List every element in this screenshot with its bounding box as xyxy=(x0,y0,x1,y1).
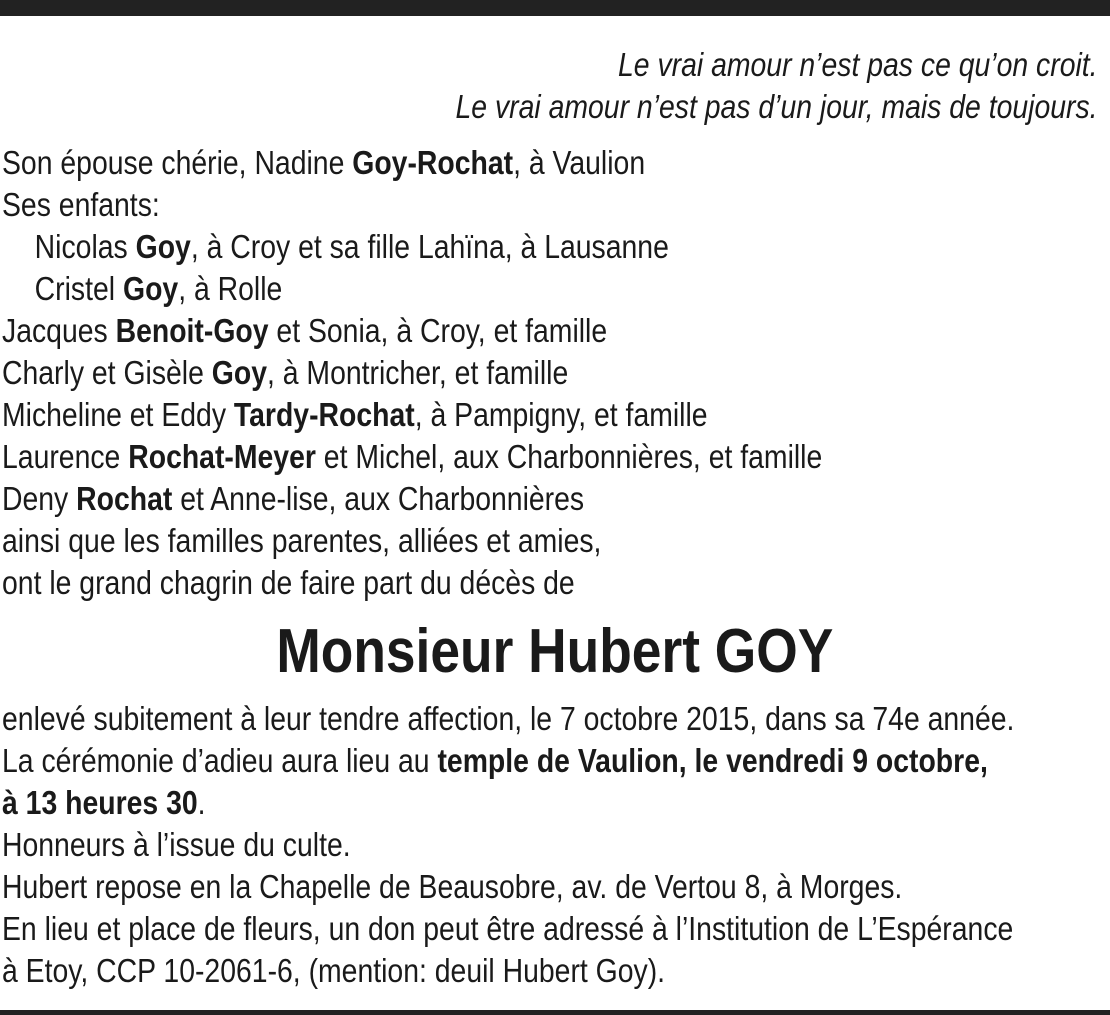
bottom-rule xyxy=(0,1010,1110,1015)
announcement-details xyxy=(2,698,1014,992)
quote-line-2: Le vrai amour n’est pas d’un jour, mais de toujours. xyxy=(455,88,1098,125)
detail-line: Honneurs à l’issue du culte. xyxy=(2,826,351,863)
deceased-name-heading: Monsieur Hubert GOY xyxy=(276,617,834,686)
family-line: Micheline et Eddy Tardy-Rochat, à Pampigny, et famille xyxy=(2,396,708,433)
detail-line: Hubert repose en la Chapelle de Beausobre, av. de Vertou 8, à Morges. xyxy=(2,868,903,905)
detail-line: à Etoy, CCP 10-2061-6, (mention: deuil Hubert Goy). xyxy=(2,952,666,989)
family-line: Laurence Rochat-Meyer et Michel, aux Charbonnières, et famille xyxy=(2,438,823,475)
top-rule xyxy=(0,0,1110,16)
family-line: Deny Rochat et Anne-lise, aux Charbonnières xyxy=(2,480,585,517)
family-line: Ses enfants: xyxy=(2,186,160,223)
family-list xyxy=(2,142,822,604)
detail-line: à 13 heures 30. xyxy=(2,784,206,821)
quote-line-1: Le vrai amour n’est pas ce qu’on croit. xyxy=(618,46,1098,83)
family-line: Nicolas Goy, à Croy et sa fille Lahïna, à Lausanne xyxy=(34,228,669,265)
family-line: Son épouse chérie, Nadine Goy-Rochat, à Vaulion xyxy=(2,144,646,181)
family-line: ont le grand chagrin de faire part du décès de xyxy=(2,564,575,601)
family-line: ainsi que les familles parentes, alliées et amies, xyxy=(2,522,602,559)
detail-line: La cérémonie d’adieu aura lieu au temple de Vaulion, le vendredi 9 octobre, xyxy=(2,742,988,779)
family-line: Charly et Gisèle Goy, à Montricher, et famille xyxy=(2,354,569,391)
detail-line: enlevé subitement à leur tendre affection, le 7 octobre 2015, dans sa 74e année. xyxy=(2,700,1015,737)
family-line: Cristel Goy, à Rolle xyxy=(34,270,283,307)
epigraph-quote xyxy=(456,44,1098,128)
family-line: Jacques Benoit-Goy et Sonia, à Croy, et famille xyxy=(2,312,608,349)
detail-line: En lieu et place de fleurs, un don peut être adressé à l’Institution de L’Espérance xyxy=(2,910,1014,947)
